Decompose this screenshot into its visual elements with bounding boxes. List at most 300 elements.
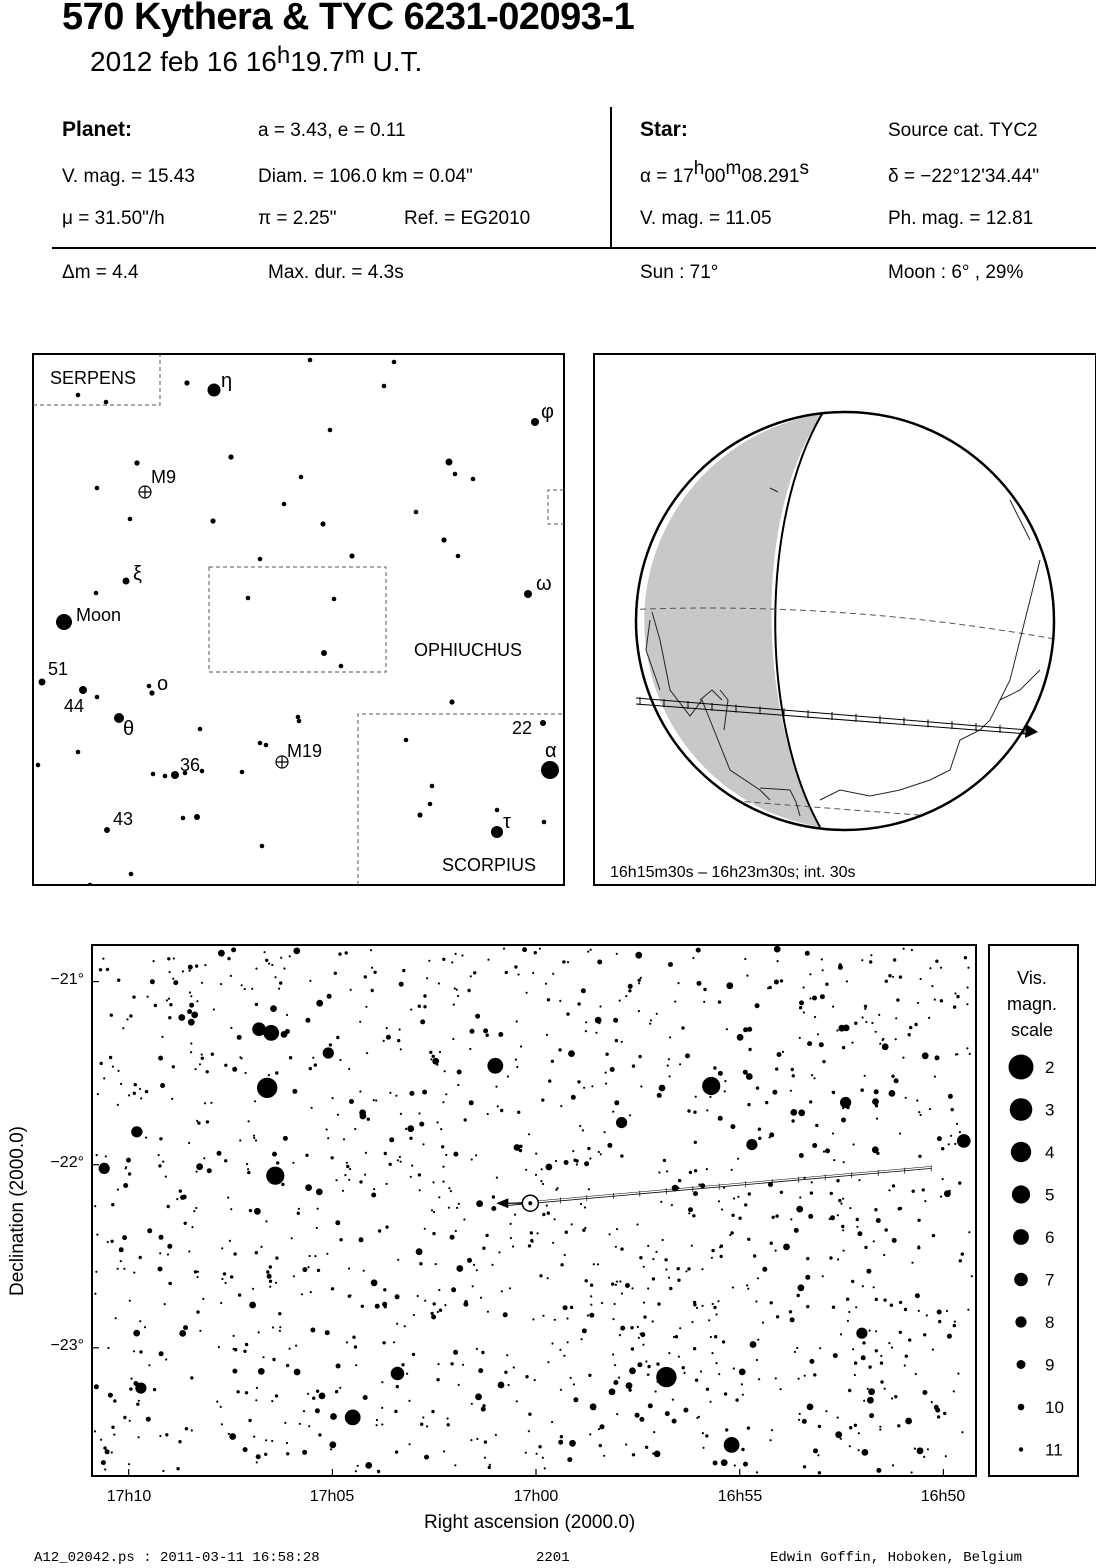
- field-star: [838, 1199, 841, 1202]
- field-star: [966, 1047, 968, 1049]
- finder-star: [449, 699, 454, 704]
- field-star: [931, 1401, 933, 1403]
- field-star: [811, 1181, 813, 1183]
- finder-star: [56, 614, 72, 630]
- field-star: [167, 1244, 172, 1249]
- field-star: [169, 1282, 172, 1285]
- field-star: [401, 1363, 404, 1366]
- field-star: [373, 1188, 375, 1190]
- field-star: [445, 1154, 447, 1156]
- field-star: [609, 1233, 611, 1235]
- field-star: [123, 1183, 128, 1188]
- field-star: [526, 992, 528, 994]
- field-star: [239, 1139, 241, 1141]
- field-star: [554, 1218, 556, 1220]
- field-star: [456, 989, 458, 991]
- finder-star: [79, 686, 87, 694]
- field-star: [117, 1189, 119, 1191]
- mag-scale-label: 10: [1045, 1398, 1064, 1417]
- field-star: [679, 1063, 681, 1065]
- field-star: [193, 1210, 195, 1212]
- field-star: [311, 1107, 313, 1109]
- field-star: [316, 1390, 319, 1393]
- field-star: [772, 1216, 775, 1219]
- field-star: [182, 1195, 187, 1200]
- field-star: [472, 1285, 474, 1287]
- field-star: [112, 1066, 114, 1068]
- field-star: [837, 1258, 839, 1260]
- field-star: [120, 1083, 122, 1085]
- field-star: [934, 1076, 936, 1078]
- field-star: [455, 1230, 457, 1232]
- field-star: [113, 1399, 116, 1402]
- field-star: [967, 967, 969, 969]
- field-star: [422, 1143, 424, 1145]
- field-star: [803, 1465, 806, 1468]
- field-star: [547, 1211, 550, 1214]
- field-star: [796, 1206, 803, 1213]
- finder-star-label: 43: [113, 809, 134, 829]
- finder-star-label: 44: [64, 696, 85, 716]
- field-star: [777, 960, 779, 962]
- field-star: [614, 1303, 616, 1305]
- field-star: [491, 1264, 493, 1266]
- field-star: [294, 1369, 301, 1376]
- field-star: [376, 1424, 378, 1426]
- mag-scale-label: 9: [1045, 1355, 1055, 1375]
- field-star: [803, 1011, 805, 1013]
- field-star: [876, 1468, 881, 1473]
- planet-vmag: V. mag. = 15.43: [62, 166, 195, 187]
- field-star: [232, 1369, 237, 1374]
- finder-star: [39, 679, 46, 686]
- bright-star: [131, 1126, 142, 1137]
- field-star: [924, 1200, 926, 1202]
- field-star: [191, 1429, 193, 1431]
- field-star: [625, 1283, 630, 1288]
- field-star: [383, 1040, 385, 1042]
- field-star: [487, 959, 489, 961]
- field-star: [615, 1246, 617, 1248]
- field-star: [464, 1118, 467, 1121]
- field-star: [269, 1265, 272, 1268]
- field-star: [813, 1448, 818, 1453]
- field-star: [145, 1137, 147, 1139]
- field-star: [927, 1448, 929, 1450]
- field-star: [937, 1136, 942, 1141]
- field-star: [105, 1449, 110, 1454]
- planet-orbit: a = 3.43, e = 0.11: [258, 120, 406, 141]
- field-star: [576, 1163, 578, 1165]
- field-star: [431, 1315, 436, 1320]
- field-star: [614, 1364, 616, 1366]
- field-star: [522, 947, 527, 952]
- field-star: [544, 1467, 546, 1469]
- field-star: [454, 1464, 456, 1466]
- field-star: [915, 1293, 920, 1298]
- field-star: [923, 1456, 925, 1458]
- field-star: [908, 1338, 911, 1341]
- field-star: [640, 1332, 645, 1337]
- field-star: [818, 1471, 821, 1474]
- field-star: [619, 1000, 621, 1002]
- field-star: [515, 1059, 517, 1061]
- field-star: [857, 1231, 862, 1236]
- finder-star: [542, 820, 547, 825]
- finder-star: [404, 738, 409, 743]
- field-star: [117, 1268, 119, 1270]
- footer-author: Edwin Goffin, Hoboken, Belgium: [770, 1550, 1023, 1566]
- field-star: [534, 1379, 536, 1381]
- field-star: [851, 1042, 853, 1044]
- field-star: [385, 1225, 388, 1228]
- field-star: [783, 1244, 790, 1251]
- field-star: [117, 1070, 119, 1072]
- field-star: [815, 1124, 818, 1127]
- field-star: [695, 1379, 698, 1382]
- field-star: [863, 1400, 865, 1402]
- field-star: [812, 1143, 817, 1148]
- field-star: [332, 1097, 334, 1099]
- field-star: [409, 1443, 411, 1445]
- field-star: [158, 1154, 160, 1156]
- field-star: [413, 1314, 415, 1316]
- field-star: [569, 1440, 576, 1447]
- field-star: [188, 1019, 195, 1026]
- field-star: [655, 1390, 657, 1392]
- field-star: [451, 1287, 456, 1292]
- field-star: [233, 1252, 236, 1255]
- field-star: [640, 1085, 642, 1087]
- field-star: [687, 1267, 690, 1270]
- field-star: [577, 1002, 580, 1005]
- field-star: [203, 1157, 205, 1159]
- field-star: [798, 1109, 805, 1116]
- field-star: [159, 1435, 161, 1437]
- field-star: [620, 1326, 625, 1331]
- field-star: [945, 1455, 947, 1457]
- field-star: [281, 1183, 284, 1186]
- field-star: [279, 1330, 281, 1332]
- field-star: [685, 1270, 687, 1272]
- field-star: [418, 1112, 420, 1114]
- finder-star: [453, 472, 458, 477]
- field-star: [94, 1384, 99, 1389]
- finder-star: [208, 384, 221, 397]
- field-star: [595, 1017, 602, 1024]
- field-star: [657, 1093, 662, 1098]
- field-star: [940, 999, 943, 1002]
- field-star: [717, 1300, 719, 1302]
- field-star: [711, 1352, 713, 1354]
- field-star: [272, 1326, 274, 1328]
- field-star: [892, 976, 894, 978]
- field-star: [618, 1377, 620, 1379]
- field-star: [811, 1074, 813, 1076]
- field-star: [776, 1315, 779, 1318]
- field-star: [932, 1234, 935, 1237]
- cluster-m9-icon: [139, 486, 151, 498]
- field-star: [251, 988, 253, 990]
- field-star: [528, 1244, 531, 1247]
- field-star: [864, 1008, 866, 1010]
- field-star: [551, 1060, 554, 1063]
- field-star: [744, 958, 746, 960]
- field-star: [594, 1408, 596, 1410]
- field-star: [837, 1214, 839, 1216]
- field-star: [911, 949, 913, 951]
- field-star: [741, 1448, 744, 1451]
- field-star: [969, 1053, 971, 1055]
- field-star: [201, 1057, 204, 1060]
- field-star: [272, 1152, 277, 1157]
- finder-star-label: M19: [287, 741, 323, 761]
- field-star: [841, 1225, 844, 1228]
- field-star: [714, 1335, 717, 1338]
- field-star: [666, 1170, 668, 1172]
- field-star: [382, 1302, 387, 1307]
- finder-star: [540, 720, 546, 726]
- field-star: [420, 1423, 423, 1426]
- field-star: [718, 1071, 723, 1076]
- field-star: [129, 1300, 131, 1302]
- field-star: [370, 949, 372, 951]
- field-star: [339, 1238, 342, 1241]
- field-star: [532, 1318, 534, 1320]
- field-star: [182, 970, 184, 972]
- field-star: [342, 1190, 344, 1192]
- field-star: [814, 1016, 816, 1018]
- field-star: [797, 1294, 800, 1297]
- field-star: [395, 1450, 398, 1453]
- field-star: [724, 1392, 727, 1395]
- field-star: [520, 1045, 522, 1047]
- field-star: [858, 1179, 860, 1181]
- field-star: [585, 1030, 587, 1032]
- field-star: [239, 1056, 241, 1058]
- field-star: [354, 1128, 356, 1130]
- field-star: [360, 1113, 367, 1120]
- field-star: [765, 1101, 768, 1104]
- field-star: [136, 1403, 139, 1406]
- field-star: [735, 1398, 738, 1401]
- field-star: [603, 1455, 605, 1457]
- field-star: [384, 1152, 387, 1155]
- field-star: [724, 1080, 726, 1082]
- field-star: [133, 1330, 140, 1337]
- field-star: [837, 1417, 839, 1419]
- field-star: [588, 1374, 591, 1377]
- field-star: [875, 1031, 877, 1033]
- field-star: [869, 960, 872, 963]
- field-star: [508, 1384, 510, 1386]
- field-star: [221, 1278, 223, 1280]
- field-star: [652, 1320, 654, 1322]
- field-star: [536, 1453, 538, 1455]
- field-star: [581, 988, 586, 993]
- field-star: [99, 968, 102, 971]
- field-star: [375, 1099, 377, 1101]
- field-star: [103, 1077, 105, 1079]
- field-star: [746, 975, 748, 977]
- field-star: [875, 1349, 878, 1352]
- field-star: [150, 979, 155, 984]
- field-star: [318, 1269, 320, 1271]
- field-star: [853, 1143, 855, 1145]
- field-star: [888, 974, 891, 977]
- star-chart: [92, 945, 976, 1476]
- field-star: [532, 972, 534, 974]
- field-star: [245, 1072, 247, 1074]
- field-star: [652, 1258, 654, 1260]
- field-star: [389, 1092, 391, 1094]
- field-star: [289, 1348, 291, 1350]
- field-star: [733, 1367, 735, 1369]
- field-star: [951, 1108, 954, 1111]
- field-star: [133, 1350, 135, 1352]
- field-star: [312, 1057, 314, 1059]
- field-star: [381, 1423, 383, 1425]
- field-star: [302, 1267, 307, 1272]
- field-star: [625, 995, 627, 997]
- field-star: [664, 1258, 667, 1261]
- field-star: [652, 1277, 655, 1280]
- field-star: [400, 1161, 402, 1163]
- field-star: [233, 1335, 235, 1337]
- field-star: [355, 1470, 357, 1472]
- field-star: [394, 1410, 397, 1413]
- field-star: [880, 1380, 883, 1383]
- field-star: [330, 1413, 337, 1420]
- field-star: [467, 989, 470, 992]
- field-star: [597, 960, 602, 965]
- field-star: [631, 1287, 633, 1289]
- field-star: [117, 1104, 119, 1106]
- field-star: [422, 1416, 424, 1418]
- field-star: [905, 1097, 907, 1099]
- field-star: [207, 1168, 212, 1173]
- field-star: [525, 1452, 527, 1454]
- field-star: [96, 1154, 98, 1156]
- field-star: [823, 1151, 825, 1153]
- field-star: [691, 1245, 693, 1247]
- field-star: [643, 1302, 645, 1304]
- field-star: [903, 948, 905, 950]
- field-star: [748, 1192, 751, 1195]
- field-star: [364, 975, 367, 978]
- field-star: [590, 1284, 593, 1287]
- field-star: [471, 1403, 473, 1405]
- field-star: [940, 967, 942, 969]
- finder-star: [414, 510, 419, 515]
- field-star: [822, 1275, 824, 1277]
- field-star: [314, 1063, 317, 1066]
- field-star: [712, 1303, 714, 1305]
- field-star: [249, 1209, 252, 1212]
- field-star: [317, 1208, 319, 1210]
- field-star: [541, 1168, 543, 1170]
- finder-star: [297, 719, 302, 724]
- field-star: [442, 1166, 444, 1168]
- finder-star-label: 51: [48, 659, 69, 679]
- field-star: [293, 1275, 295, 1277]
- field-star: [685, 1053, 690, 1058]
- bright-star: [957, 1134, 971, 1148]
- field-star: [552, 973, 554, 975]
- field-star: [669, 1287, 672, 1290]
- finder-star: [163, 774, 168, 779]
- field-star: [436, 1064, 438, 1066]
- bright-star: [616, 1117, 627, 1128]
- field-star: [310, 1328, 315, 1333]
- field-star: [869, 1413, 874, 1418]
- field-star: [899, 1331, 902, 1334]
- field-star: [331, 1287, 334, 1290]
- field-star: [599, 1444, 602, 1447]
- field-star: [819, 1042, 824, 1047]
- field-star: [918, 1111, 920, 1113]
- field-star: [559, 1000, 561, 1002]
- field-star: [371, 989, 374, 992]
- field-star: [532, 1241, 534, 1243]
- field-star: [510, 1223, 512, 1225]
- field-star: [399, 1156, 401, 1158]
- field-star: [909, 1026, 912, 1029]
- field-star: [697, 981, 702, 986]
- field-star: [183, 1325, 188, 1330]
- finder-star: [320, 521, 325, 526]
- field-star: [268, 963, 270, 965]
- field-star: [431, 1410, 434, 1413]
- mag-scale-label: 7: [1045, 1270, 1055, 1290]
- field-star: [408, 1400, 410, 1402]
- finder-star: [308, 358, 313, 363]
- field-star: [517, 1111, 520, 1114]
- field-star: [470, 975, 472, 977]
- field-star: [373, 971, 376, 974]
- field-star: [292, 1089, 297, 1094]
- field-star: [447, 1417, 449, 1419]
- field-star: [96, 1234, 98, 1236]
- field-star: [612, 1111, 614, 1113]
- field-star: [220, 1406, 222, 1408]
- field-star: [876, 1118, 878, 1120]
- field-star: [865, 1021, 867, 1023]
- field-star: [255, 968, 257, 970]
- mag-scale-dot: [1018, 1404, 1025, 1411]
- field-star: [959, 1259, 962, 1262]
- field-star: [110, 1240, 113, 1243]
- mag-scale-label: 3: [1045, 1100, 1055, 1120]
- field-star: [905, 1355, 908, 1358]
- field-star: [915, 1373, 917, 1375]
- field-star: [429, 1051, 432, 1054]
- field-star: [799, 1413, 801, 1415]
- field-star: [395, 1095, 397, 1097]
- field-star: [774, 946, 781, 953]
- field-star: [254, 1208, 261, 1215]
- field-star: [799, 1196, 801, 1198]
- finder-star-label: ξ: [133, 563, 142, 585]
- field-star: [585, 1021, 587, 1023]
- field-star: [840, 1333, 842, 1335]
- field-star: [883, 1298, 886, 1301]
- field-star: [584, 1227, 586, 1229]
- field-star: [335, 1220, 340, 1225]
- finder-star-label: θ: [123, 718, 135, 740]
- field-star: [849, 1445, 851, 1447]
- field-star: [696, 1307, 698, 1309]
